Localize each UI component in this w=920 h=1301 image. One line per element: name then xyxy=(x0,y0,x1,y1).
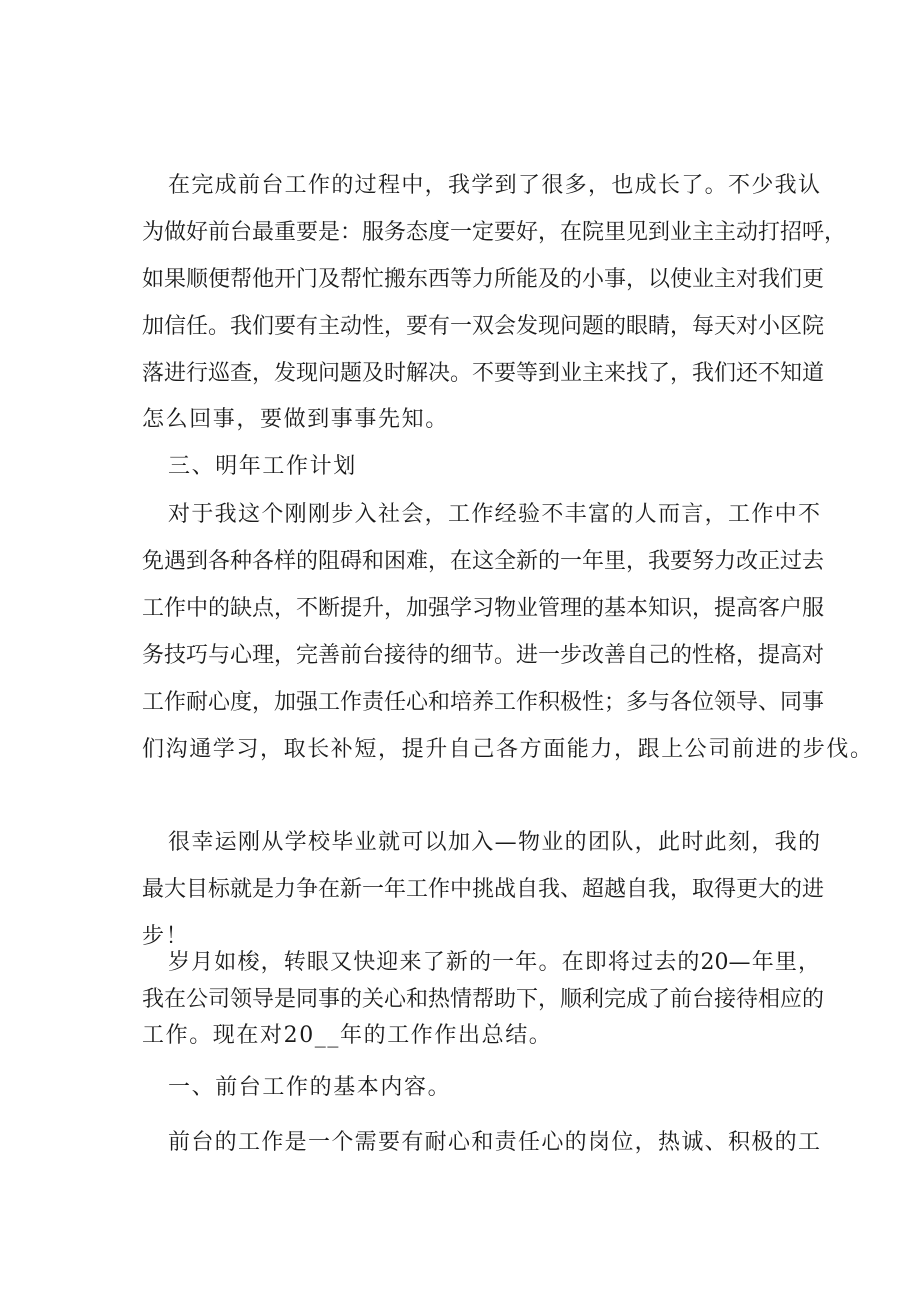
paragraph-line: 最大目标就是力争在新一年工作中挑战自我、超越自我，取得更大的进 xyxy=(142,877,825,902)
paragraph-line: 为做好前台最重要是：服务态度一定要好，在院里见到业主主动打招呼， xyxy=(142,220,847,245)
paragraph-line: 怎么回事，要做到事事先知。 xyxy=(142,407,449,432)
paragraph-line: 对于我这个刚刚步入社会，工作经验不丰富的人而言，工作中不 xyxy=(168,502,820,527)
section-heading: 一、前台工作的基本内容。 xyxy=(168,1075,452,1100)
paragraph-line: 加信任。我们要有主动性，要有一双会发现问题的眼睛，每天对小区院 xyxy=(142,314,825,339)
paragraph-line: 岁月如梭，转眼又快迎来了新的一年。在即将过去的20—年里， xyxy=(168,950,820,975)
section-heading: 三、明年工作计划 xyxy=(168,454,357,479)
paragraph-line: 在完成前台工作的过程中，我学到了很多，也成长了。不少我认 xyxy=(168,173,820,198)
paragraph-line: 前台的工作是一个需要有耐心和责任心的岗位，热诚、积极的工 xyxy=(168,1130,820,1155)
paragraph-line: 工作。现在对20__年的工作作出总结。 xyxy=(142,1023,553,1048)
paragraph-line: 落进行巡查，发现问题及时解决。不要等到业主来找了，我们还不知道 xyxy=(142,361,825,386)
paragraph-line: 很幸运刚从学校毕业就可以加入—物业的团队，此时此刻，我的 xyxy=(168,830,820,855)
paragraph-line: 步！ xyxy=(142,924,190,949)
paragraph-line: 我在公司领导是同事的关心和热情帮助下，顺利完成了前台接待相应的 xyxy=(142,987,825,1012)
paragraph-line: 工作中的缺点，不断提升，加强学习物业管理的基本知识，提高客户服 xyxy=(142,596,825,621)
paragraph-line: 如果顺便帮他开门及帮忙搬东西等力所能及的小事，以使业主对我们更 xyxy=(142,267,825,292)
paragraph-line: 工作耐心度，加强工作责任心和培养工作积极性；多与各位领导、同事 xyxy=(142,690,825,715)
paragraph-line: 务技巧与心理，完善前台接待的细节。进一步改善自己的性格，提高对 xyxy=(142,643,825,668)
paragraph-line: 们沟通学习，取长补短，提升自己各方面能力，跟上公司前进的步伐。 xyxy=(142,737,874,762)
paragraph-line: 免遇到各种各样的阻碍和困难，在这全新的一年里，我要努力改正过去 xyxy=(142,549,825,574)
